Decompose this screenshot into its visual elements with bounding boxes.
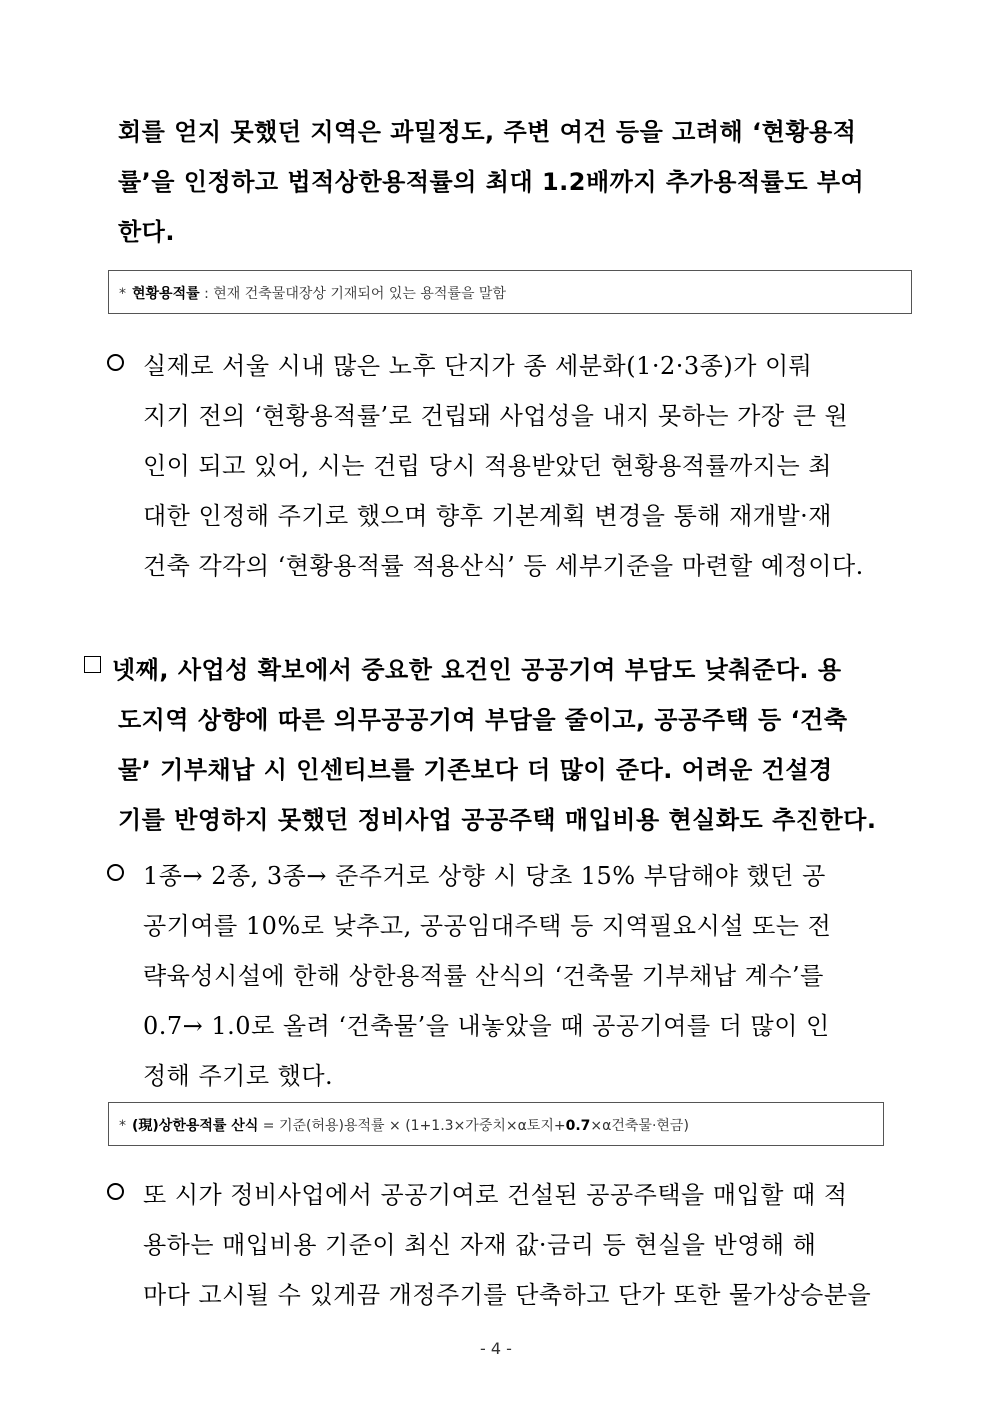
note-text: : 현재 건축물대장상 기재되어 있는 용적률을 말함 xyxy=(204,286,506,302)
text-line: 또 시가 정비사업에서 공공기여로 건설된 공공주택을 매입할 때 적 xyxy=(143,1181,848,1209)
text-line: 도지역 상향에 따른 의무공공기여 부담을 줄이고, 공공주택 등 ‘건축 xyxy=(118,706,848,734)
circle-bullet-icon xyxy=(107,864,124,881)
text-line: 공기여를 10%로 낮추고, 공공임대주택 등 지역필요시설 또는 전 xyxy=(143,912,832,940)
text-line: 한다. xyxy=(118,218,175,246)
note-asterisk: * xyxy=(119,286,126,302)
note-term: (現)상한용적률 산식 xyxy=(132,1118,259,1134)
formula-text-a: = 기준(허용)용적률 × (1+1.3×가중치×α토지+ xyxy=(262,1118,566,1134)
text-line: 0.7→ 1.0로 올려 ‘건축물’을 내놓았을 때 공공기여를 더 많이 인 xyxy=(143,1012,830,1040)
text-line: 인이 되고 있어, 시는 건립 당시 적용받았던 현황용적률까지는 최 xyxy=(143,452,832,480)
text-line: 략육성시설에 한해 상한용적률 산식의 ‘건축물 기부채납 계수’를 xyxy=(143,962,824,990)
formula-coefficient: 0.7 xyxy=(565,1118,591,1134)
text-line: 건축 각각의 ‘현황용적률 적용산식’ 등 세부기준을 마련할 예정이다. xyxy=(143,552,864,580)
formula-text-b: ×α건축물·현금) xyxy=(590,1118,689,1134)
note-box-current-far xyxy=(108,270,912,314)
circle-bullet-icon xyxy=(107,354,124,371)
text-line: 넷째, 사업성 확보에서 중요한 요건인 공공기여 부담도 낮춰준다. 용 xyxy=(112,656,842,684)
text-line: 물’ 기부채납 시 인센티브를 기존보다 더 많이 준다. 어려운 건설경 xyxy=(118,756,833,784)
text-line: 대한 인정해 주기로 했으며 향후 기본계획 변경을 통해 재개발·재 xyxy=(143,502,832,530)
text-line: 마다 고시될 수 있게끔 개정주기를 단축하고 단가 또한 물가상승분을 xyxy=(143,1281,872,1309)
text-line: 지기 전의 ‘현황용적률’로 건립돼 사업성을 내지 못하는 가장 큰 원 xyxy=(143,402,849,430)
text-line: 정해 주기로 했다. xyxy=(143,1062,334,1090)
note-term: 현황용적률 xyxy=(132,286,200,302)
text-line: 기를 반영하지 못했던 정비사업 공공주택 매입비용 현실화도 추진한다. xyxy=(118,806,877,834)
text-line: 회를 얻지 못했던 지역은 과밀정도, 주변 여건 등을 고려해 ‘현황용적 xyxy=(118,118,857,146)
text-line: 률’을 인정하고 법적상한용적률의 최대 1.2배까지 추가용적률도 부여 xyxy=(118,168,865,196)
square-bullet-icon xyxy=(84,656,101,673)
circle-bullet-icon xyxy=(107,1183,124,1200)
text-line: 실제로 서울 시내 많은 노후 단지가 종 세분화(1·2·3종)가 이뤄 xyxy=(143,352,813,380)
text-line: 1종→ 2종, 3종→ 준주거로 상향 시 당초 15% 부담해야 했던 공 xyxy=(143,862,826,890)
note-box-formula xyxy=(108,1102,884,1146)
note-asterisk: * xyxy=(119,1118,126,1134)
page-number: - 4 - xyxy=(480,1339,512,1358)
text-line: 용하는 매입비용 기준이 최신 자재 값·금리 등 현실을 반영해 해 xyxy=(143,1231,817,1259)
